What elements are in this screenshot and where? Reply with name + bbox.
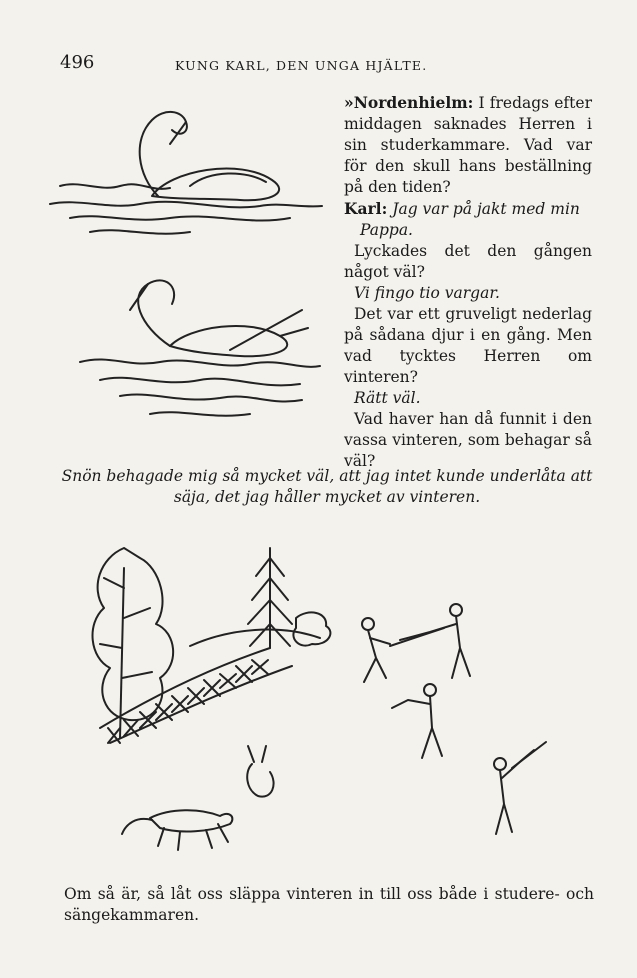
fence-top [100, 648, 270, 728]
swan-1-neck [140, 112, 187, 196]
hare [247, 746, 273, 797]
page-number: 496 [60, 52, 95, 73]
hunter-3-body [392, 696, 442, 758]
hill-line [190, 630, 320, 646]
swan-1-wing [190, 173, 266, 186]
hunter-2-head [362, 618, 374, 630]
swan-2-body [170, 326, 287, 356]
fence-netting [108, 660, 268, 743]
dialogue-column [344, 92, 592, 472]
swan-1-body [152, 169, 279, 201]
pine-tree [248, 548, 292, 648]
swans-drawing [40, 100, 340, 430]
illustration-caption: Snön behagade mig så mycket väl, att jag intet kunde underlåta att säja, det jag håller mycket av vinteren. [61, 467, 593, 506]
hunter-4-body [496, 750, 534, 834]
hunter-1-gun [390, 628, 444, 646]
tree-branches [100, 578, 152, 678]
hunter-2-body [364, 630, 390, 682]
dialogue-line-2: Karl: Jag var på jakt med min Pappa. [344, 199, 580, 239]
dialogue-line-1: »Nordenhielm: I fredags efter middagen saknades Herren i sin studerkammare. Vad var för den skull hans beställning på den tiden? [344, 93, 592, 196]
dialogue-line-5: Det var ett gruveligt nederlag på sådana djur i en gång. Men vad tycktes Herren om vinteren? [344, 305, 592, 386]
water-ripples-2 [80, 359, 320, 415]
running-title: KUNG KARL, DEN UNGA HJÄLTE. [175, 58, 428, 73]
hunter-1-body [400, 616, 470, 678]
tree-trunk [120, 568, 124, 738]
speaker-karl: Karl: [344, 199, 388, 218]
dialogue-line-3: Lyckades det den gången något väl? [344, 242, 592, 281]
speaker-nordenhielm: »Nordenhielm: [344, 93, 474, 112]
hunter-4-head [494, 758, 506, 770]
fence-bottom [110, 666, 292, 743]
hunter-4-gun [512, 742, 546, 768]
hunter-1-head [450, 604, 462, 616]
closing-paragraph: Om så är, så låt oss släppa vinteren in till oss både i studere- och sängekammaren. [64, 885, 594, 924]
winter-scene-drawing [60, 528, 580, 878]
hunter-3-head [424, 684, 436, 696]
gun-smoke [293, 612, 330, 645]
dialogue-line-7: Vad haver han då funnit i den vassa vinteren, som behagar så väl? [344, 410, 592, 470]
water-ripples-1 [50, 184, 322, 233]
fox-tail [122, 819, 152, 834]
dialogue-line-4: Vi fingo tio vargar. [354, 284, 500, 302]
dialogue-line-6: Rätt väl. [354, 389, 421, 407]
